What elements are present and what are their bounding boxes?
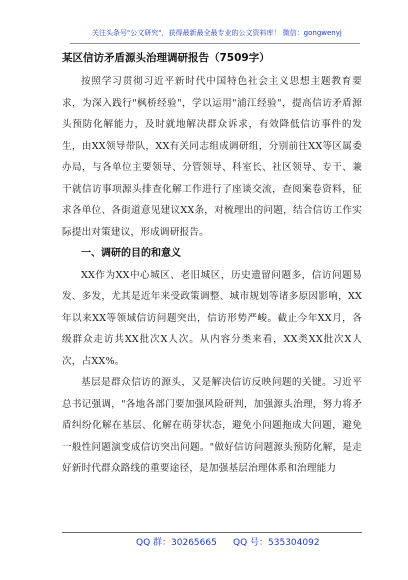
header-divider (70, 43, 360, 44)
document-title: 某区信访矛盾源头治理调研报告（7509字） (62, 52, 270, 64)
document-body (62, 50, 362, 480)
section-paragraph: 基层是群众信访的源头，又是解决信访反映问题的关键。习近平总书记强调，"各地各部门要加强风险研判，加强源头治理，努力将矛盾纠纷化解在基层、化解在萌芽状态，避免小问题拖成大问题，避免一般性问题演变成信访突出问题。"做好信访问题源头预防化解，是走好新时代群众路线的重要途径，是加强基层治理体系和治理能力 (62, 377, 362, 474)
header-banner: 关注头条号"公文研究"，获得最新最全最专业的公文资料库！ 微信：gongwenyj (92, 29, 342, 37)
section-paragraph: XX作为XX中心城区、老旧城区，历史遗留问题多，信访问题易发、多发，尤其是近年来受政策调整、城市规划等诸多原因影响，XX年以来XX等领域信访问题突出，信访形势严峻。截止今年XX月，各级群众走访共XX批次X人次。从内容分类来看，XX类XX批次X人次，占XX%。 (62, 269, 362, 367)
intro-paragraph: 按照学习贯彻习近平新时代中国特色社会主义思想主题教育要求，为深入践行"枫桥经验"，学以运用"浦江经验"，提高信访矛盾源头预防化解能力，及时就地解决群众诉求，有效降低信访事件的发生，由XX领导带队，XX有关同志组成调研组，分别前往XX等区属委办局，与各单位主要领导、分管领导、科室长、社区领导、专干、兼干就信访事项源头排查化解工作进行了座谈交流，查阅案卷资料，征求各单位、各街道意见建议XX条，对梳理出的问题，结合信访工作实际提出对策建议，形成调研报告。 (62, 76, 362, 238)
section-heading: 一、调研的目的和意义 (81, 248, 181, 259)
footer-qq-group: QQ 群：30265665 (136, 538, 217, 548)
footer-qq-number: QQ 号：535304092 (233, 538, 320, 548)
footer (0, 535, 408, 551)
footer-divider (62, 532, 362, 533)
